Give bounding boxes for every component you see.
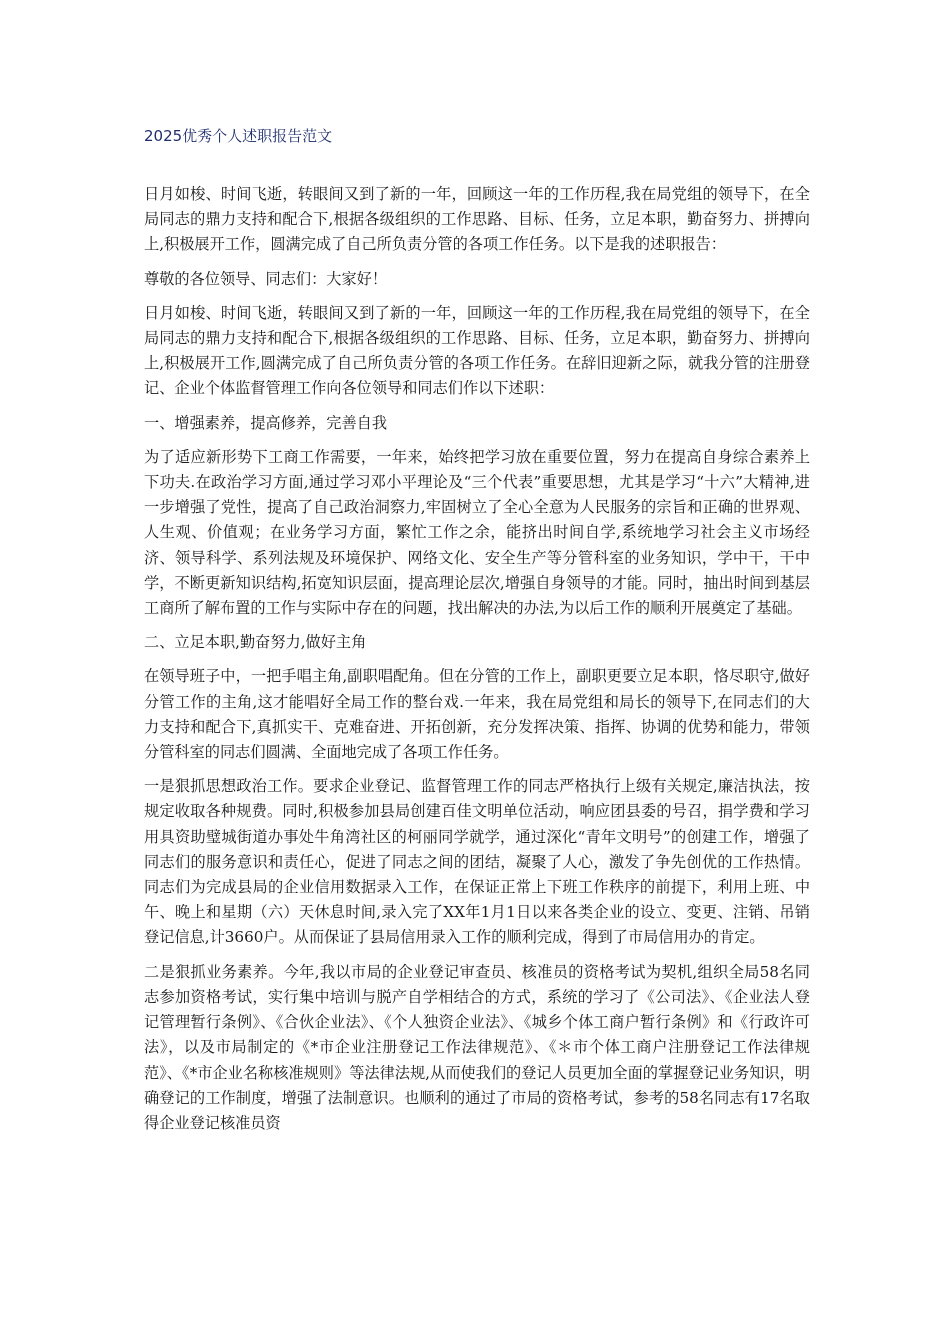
paragraph-political-work: 一是狠抓思想政治工作。要求企业登记、监督管理工作的同志严格执行上级有关规定,廉洁执法，按规定收取各种规费。同时,积极参加县局创建百佳文明单位活动，响应团县委的号召，捐学费和学习用具资助璧城街道办事处牛角湾社区的柯丽同学就学，通过深化“青年文明号”的创建工作，增强了同志们的服务意识和责任心，促进了同志之间的团结，凝聚了人心，激发了争先创优的工作热情。同志们为完成县局的企业信用数据录入工作，在保证正常上下班工作秩序的前提下，利用上班、中午、晚上和星期（六）天休息时间,录入完了XX年1月1日以来各类企业的设立、变更、注销、吊销登记信息,计3660户。从而保证了县局信用录入工作的顺利完成，得到了市局信用办的肯定。 — [144, 777, 810, 947]
document-title: 2025优秀个人述职报告范文 — [144, 127, 333, 145]
paragraph-intro: 日月如梭、时间飞逝，转眼间又到了新的一年，回顾这一年的工作历程,我在局党组的领导下，在全局同志的鼎力支持和配合下,根据各级组织的工作思路、目标、任务，立足本职，勤奋努力、拼搏向上,积极展开工作，圆满完成了自己所负责分管的各项工作任务。以下是我的述职报告： — [144, 185, 810, 254]
section-heading-1: 一、增强素养，提高修养，完善自我 — [144, 413, 387, 432]
paragraph-overview: 日月如梭、时间飞逝，转眼间又到了新的一年，回顾这一年的工作历程,我在局党组的领导下，在全局同志的鼎力支持和配合下,根据各级组织的工作思路、目标、任务，立足本职，勤奋努力、拼搏向上,积极展开工作,圆满完成了自己所负责分管的各项工作任务。在辞旧迎新之际，就我分管的注册登记、企业个体监督管理工作向各位领导和同志们作以下述职： — [144, 303, 810, 398]
document-body — [144, 182, 810, 1145]
paragraph-role: 在领导班子中，一把手唱主角,副职唱配角。但在分管的工作上，副职更要立足本职，恪尽职守,做好分管工作的主角,这才能唱好全局工作的整台戏.一年来，我在局党组和局长的领导下,在同志们的大力支持和配合下,真抓实干、克难奋进、开拓创新，充分发挥决策、指挥、协调的优势和能力，带领分管科室的同志们圆满、全面地完成了各项工作任务。 — [144, 667, 810, 762]
paragraph-greeting: 尊敬的各位领导、同志们：大家好！ — [144, 269, 387, 288]
section-heading-2: 二、立足本职,勤奋努力,做好主角 — [144, 633, 367, 652]
paragraph-business-quality: 二是狠抓业务素养。今年,我以市局的企业登记审查员、核准员的资格考试为契机,组织全局58名同志参加资格考试，实行集中培训与脱产自学相结合的方式，系统的学习了《公司法》、《企业法人登记管理暂行条例》、《合伙企业法》、《个人独资企业法》、《城乡个体工商户暂行条例》和《行政许可法》，以及市局制定的《*市企业注册登记工作法律规范》、《＊市个体工商户注册登记工作法律规范》、《*市企业名称核准规则》等法律法规,从而使我们的登记人员更加全面的掌握登记业务知识，明确登记的工作制度，增强了法制意识。也顺利的通过了市局的资格考试，参考的58名同志有17名取得企业登记核准员资 — [144, 962, 810, 1132]
paragraph-study: 为了适应新形势下工商工作需要，一年来，始终把学习放在重要位置，努力在提高自身综合素养上下功夫.在政治学习方面,通过学习邓小平理论及“三个代表”重要思想，尤其是学习“十六”大精神,进一步增强了党性，提高了自己政治洞察力,牢固树立了全心全意为人民服务的宗旨和正确的世界观、人生观、价值观；在业务学习方面，繁忙工作之余，能挤出时间自学,系统地学习社会主义市场经济、领导科学、系列法规及环境保护、网络文化、安全生产等分管科室的业务知识，学中干，干中学，不断更新知识结构,拓宽知识层面，提高理论层次,增强自身领导的才能。同时，抽出时间到基层工商所了解布置的工作与实际中存在的问题，找出解决的办法,为以后工作的顺利开展奠定了基础。 — [144, 447, 810, 618]
